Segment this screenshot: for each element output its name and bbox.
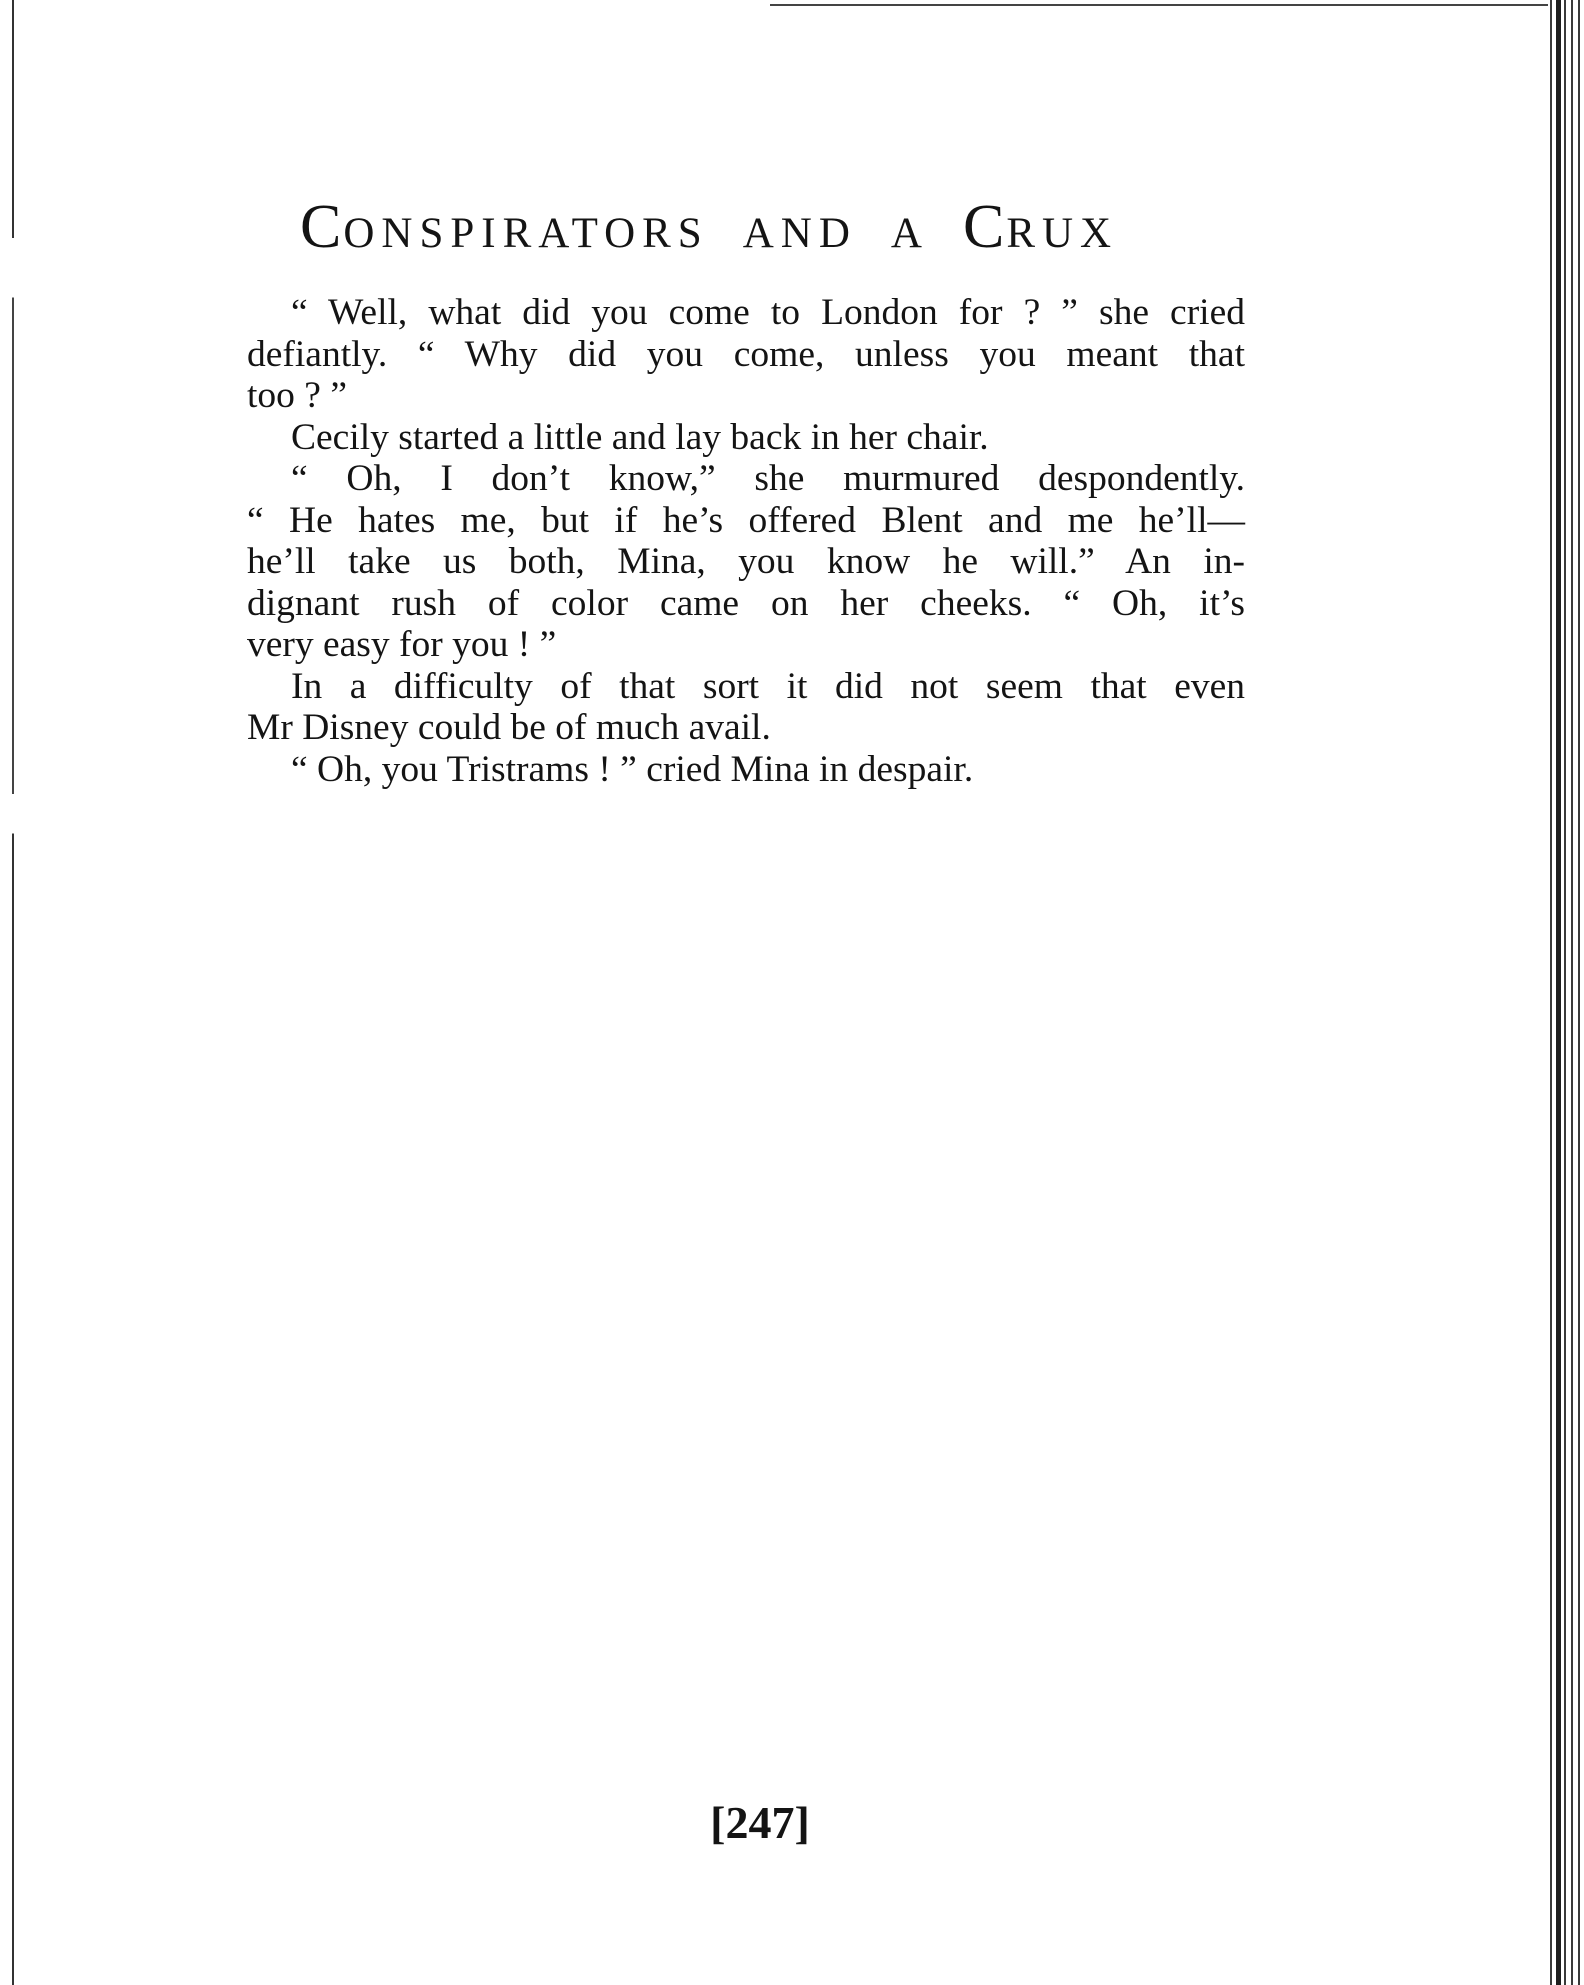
heading-word-2: and	[742, 193, 857, 261]
text-line: too ? ”	[247, 375, 347, 416]
page-number: [247]	[710, 1797, 810, 1848]
heading-initial-1: C	[300, 193, 344, 261]
page-edge-top	[770, 4, 1560, 6]
text-line: Mr Disney could be of much avail.	[247, 707, 771, 748]
heading-word-4: rux	[1006, 193, 1119, 261]
body-text	[247, 292, 1245, 790]
text-line: “ Oh, you Tristrams ! ” cried Mina in despair.	[291, 748, 974, 790]
text-line: “ Oh, I don’t know,” she murmured despondently.	[291, 458, 1245, 499]
heading-word-1: onspirators	[343, 193, 709, 261]
heading-initial-4: C	[962, 193, 1007, 261]
text-line: very easy for you ! ”	[247, 624, 557, 665]
text-line: Cecily started a little and lay back in her chair.	[291, 416, 989, 458]
text-line: In a difficulty of that sort it did not seem that even	[291, 665, 1245, 707]
page-spine-shadow	[1556, 0, 1561, 1985]
text-line: defiantly. “ Why did you come, unless you meant that	[247, 333, 1245, 375]
page-edge-left	[12, 0, 14, 1985]
text-line: he’ll take us both, Mina, you know he will.” An in-	[247, 541, 1245, 582]
heading-word-3: a	[890, 193, 929, 261]
text-line: dignant rush of color came on her cheeks. “ Oh, it’s	[247, 582, 1245, 624]
text-line: “ He hates me, but if he’s offered Blent and me he’ll—	[247, 499, 1245, 541]
page-edge-right	[1548, 0, 1584, 1985]
running-head	[300, 193, 1250, 261]
text-line: “ Well, what did you come to London for ? ” she cried	[291, 292, 1245, 333]
